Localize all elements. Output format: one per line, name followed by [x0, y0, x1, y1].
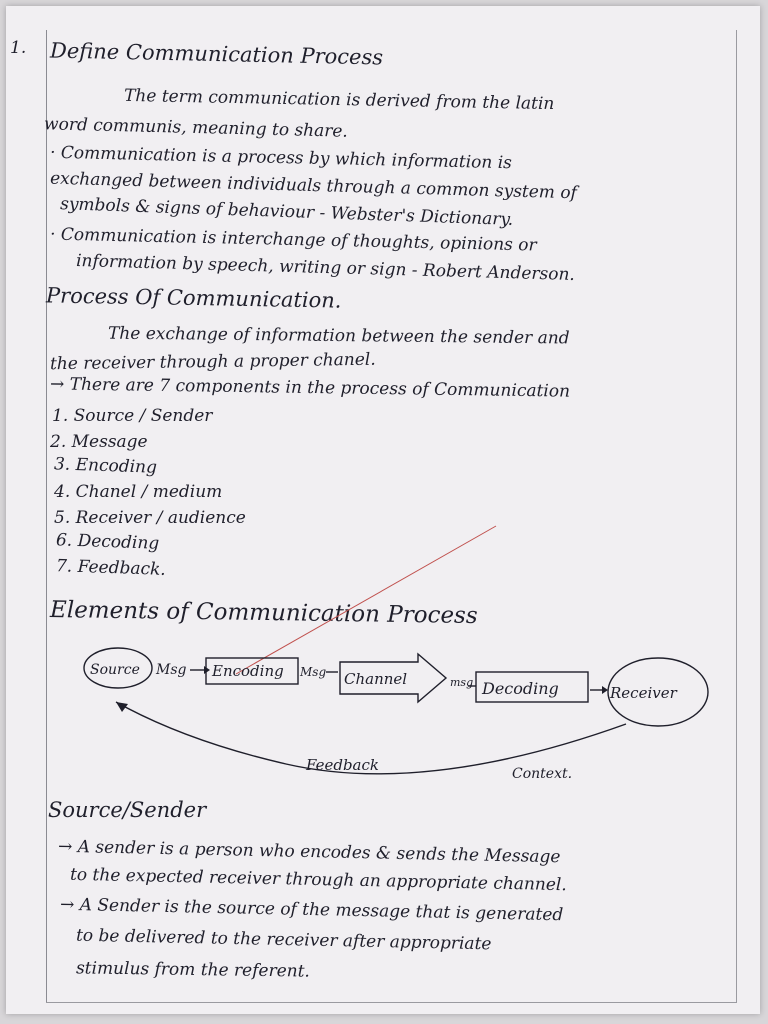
process-line-1: The exchange of information between the sender and	[107, 323, 570, 349]
sender-heading: Source/Sender	[48, 798, 207, 822]
component-item-6: 6. Decoding	[55, 530, 160, 554]
context-label: Context.	[512, 766, 573, 782]
decoding-label: Decoding	[482, 679, 559, 698]
arrow-head-4	[602, 686, 608, 694]
component-item-5: 5. Receiver / audience	[54, 508, 246, 528]
notebook-page	[6, 6, 760, 1014]
msg-label-3: msg	[450, 676, 474, 689]
process-line-3: → There are 7 components in the process of Communication	[49, 374, 571, 402]
component-item-7: 7. Feedback.	[55, 556, 167, 580]
component-item-2: 2. Message	[50, 432, 148, 452]
component-item-3: 3. Encoding	[53, 454, 158, 478]
sender-point-line-3: → A Sender is the source of the message that is generated	[59, 894, 564, 926]
intro-line-2: word communis, meaning to share.	[43, 114, 349, 142]
arrow-head-1	[204, 666, 210, 674]
component-item-4: 4. Chanel / medium	[54, 482, 223, 502]
sender-point-line-2: to the expected receiver through an appropriate channel.	[69, 864, 567, 896]
process-heading: Process Of Communication.	[45, 283, 342, 313]
definition-line-4: · Communication is interchange of thoughts, opinions or	[49, 224, 537, 256]
msg-label-1: Msg	[156, 662, 187, 678]
elements-heading: Elements of Communication Process	[49, 597, 478, 629]
intro-line-1: The term communication is derived from the latin	[123, 85, 555, 115]
msg-label-2: Msg	[300, 665, 327, 679]
definition-line-5: information by speech, writing or sign - Robert Anderson.	[75, 251, 576, 285]
question-number: 1.	[10, 38, 27, 58]
source-label: Source	[90, 662, 140, 678]
encoding-label: Encoding	[212, 662, 284, 680]
sender-point-line-5: stimulus from the referent.	[75, 958, 311, 982]
definition-line-1: · Communication is a process by which information is	[49, 142, 513, 174]
feedback-label: Feedback	[306, 756, 379, 774]
component-item-1: 1. Source / Sender	[52, 406, 213, 426]
channel-label: Channel	[344, 670, 408, 688]
receiver-label: Receiver	[610, 684, 677, 702]
page-title: Define Communication Process	[49, 38, 384, 70]
definition-line-3: symbols & signs of behaviour - Webster's Dictionary.	[59, 194, 514, 230]
definition-line-2: exchanged between individuals through a common system of	[49, 168, 578, 204]
stray-red-line	[236, 526, 496, 674]
sender-point-line-1: → A sender is a person who encodes & sends the Message	[57, 836, 561, 868]
sender-point-line-4: to be delivered to the receiver after appropriate	[75, 925, 492, 955]
process-line-2: the receiver through a proper chanel.	[49, 349, 376, 375]
